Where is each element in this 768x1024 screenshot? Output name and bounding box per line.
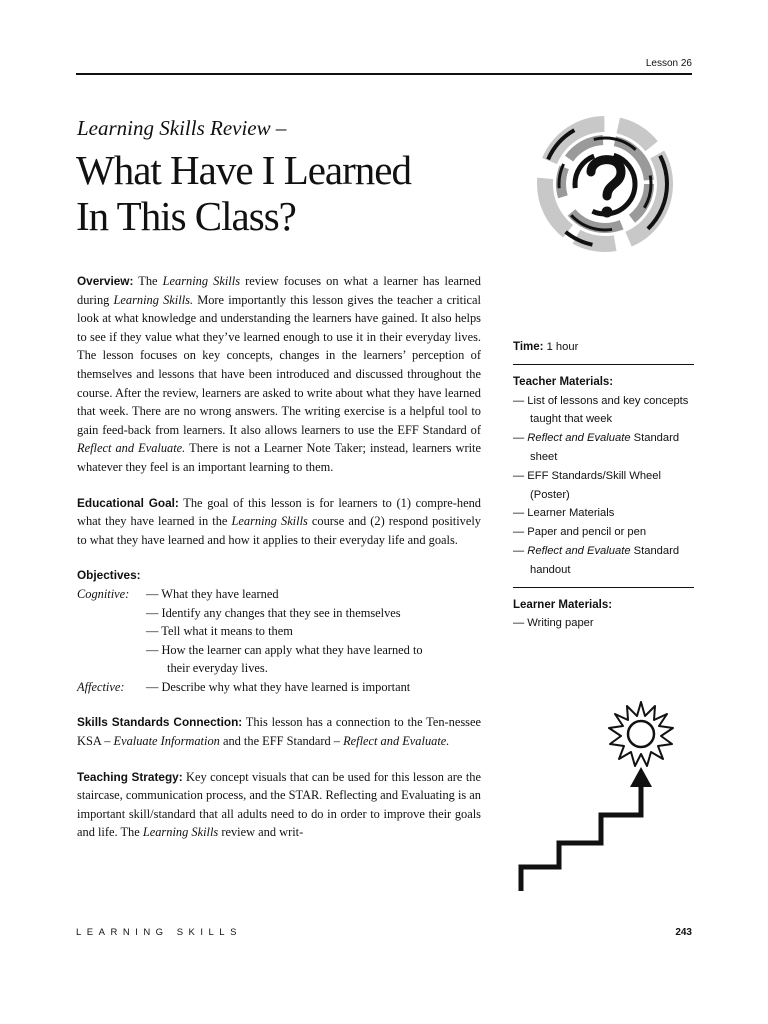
sidebar [513, 338, 693, 633]
page-number: 243 [675, 927, 692, 938]
list-item: — List of lessons and key concepts taught that week [513, 394, 689, 426]
strategy-paragraph [77, 768, 481, 842]
time-line [513, 338, 693, 357]
text-run: Reflect and Evaluate. [343, 734, 450, 749]
objective-row [77, 659, 481, 678]
text-run: There is not a Learner Note Taker; instead, learners write whatever they feel is an important learning to them. [77, 441, 481, 474]
spacer [77, 622, 146, 641]
text-run: Learning Skills [162, 274, 241, 288]
affective-label: Affective: [77, 679, 125, 694]
learner-materials-heading: Learner Materials: [513, 598, 613, 611]
spacer [77, 641, 146, 660]
teacher-materials-heading: Teacher Materials: [513, 375, 614, 388]
question-mark-swirl-icon [535, 112, 675, 254]
text-run: The [133, 274, 163, 288]
text-run: Learning Skills [231, 514, 308, 529]
objective-row [77, 678, 481, 697]
list-item: — EFF Standards/Skill Wheel (Poster) [513, 469, 661, 501]
list-item: — Learner Materials [513, 507, 615, 520]
text-run: — [513, 432, 528, 445]
text-run: Standard sheet [530, 432, 680, 463]
text-run: Standard handout [530, 544, 680, 576]
objective-row [77, 585, 481, 604]
text-run: Evaluate Information [113, 734, 220, 749]
footer-book-title: LEARNING SKILLS [76, 927, 242, 938]
text-run: Reflect and Evaluate [527, 544, 631, 557]
page-title [76, 147, 486, 239]
objective-item: — Describe why what they have learned is important [146, 679, 411, 694]
lesson-body [77, 272, 481, 842]
list-item [513, 429, 693, 467]
sidebar-rule [513, 364, 694, 365]
spacer [77, 659, 146, 678]
text-run: More importantly this lesson gives the teacher a critical look at what knowledge and understanding the learners have gained. It also helps to see if they value what they’ve learned enough to use it in their everyday lives. The lesson focuses on key concepts, changes in the learners’ perception of themselves and lessons that have been introduced and discussed throughout the course. After the review, learners are asked to write about what they have learned that week. There are no wrong answers. The writing exercise is a helpful tool to gain feed-back from learners. It also allows learners to use the EFF Standard of [77, 292, 481, 437]
text-run: This lesson has a connection to the Ten-nessee KSA – [77, 715, 481, 749]
text-run: — [513, 544, 528, 557]
staircase-arrow-icon [515, 765, 660, 893]
skills-heading: Skills Standards Connection: [77, 715, 243, 730]
goal-paragraph [77, 494, 481, 550]
goal-heading: Educational Goal: [77, 495, 179, 510]
time-label: Time: [513, 341, 544, 353]
overview-heading: Overview: [77, 274, 134, 288]
spacer [77, 604, 146, 623]
objective-item: — How the learner can apply what they have learned to [146, 642, 423, 657]
objective-item-continued: their everyday lives. [167, 661, 268, 676]
objective-row [77, 641, 481, 660]
objective-item: — What they have learned [146, 586, 279, 601]
header-rule [76, 73, 692, 75]
sidebar-rule [513, 587, 694, 588]
list-item: — Paper and pencil or pen [513, 526, 647, 539]
objectives-heading: Objectives: [77, 568, 141, 583]
cognitive-label: Cognitive: [77, 586, 130, 601]
text-run: review and writ- [218, 825, 304, 840]
list-item [513, 542, 693, 580]
sun-icon [607, 700, 675, 768]
objective-row [77, 604, 481, 623]
objective-row [77, 622, 481, 641]
list-item: — Writing paper [513, 617, 594, 630]
text-run: Reflect and Evaluate. [77, 441, 186, 456]
title-kicker: Learning Skills Review – [77, 116, 287, 140]
objectives-section [77, 566, 481, 696]
text-run: Key concept visuals that can be used for this lesson are the staircase, communication process, and the STAR. Reflecting and Evaluating is an important skill/standard that all adults need to do in order to improve their goals and life. The [77, 769, 482, 840]
objective-item: — Tell what it means to them [146, 624, 293, 639]
strategy-heading: Teaching Strategy: [77, 769, 183, 784]
time-value: 1 hour [543, 341, 579, 353]
text-run: and the EFF Standard – [219, 734, 344, 749]
lesson-number: Lesson 26 [645, 58, 692, 69]
text-run: The goal of this lesson is for learners to (1) compre-hend what they have learned in the [77, 495, 481, 529]
text-run: Learning Skills [142, 825, 219, 840]
text-run: course and (2) respond positively to what they have learned and how it applies to their everyday life and goals. [77, 514, 481, 547]
text-run: Learning Skills. [113, 292, 194, 307]
title-line-2: In This Class? [76, 193, 296, 239]
skills-paragraph [77, 713, 481, 750]
text-run: Reflect and Evaluate [527, 432, 631, 445]
overview-paragraph [77, 272, 481, 477]
objective-item: — Identify any changes that they see in themselves [146, 605, 401, 620]
title-line-1: What Have I Learned [76, 147, 411, 193]
text-run: review focuses on what a learner has learned during [77, 274, 481, 307]
